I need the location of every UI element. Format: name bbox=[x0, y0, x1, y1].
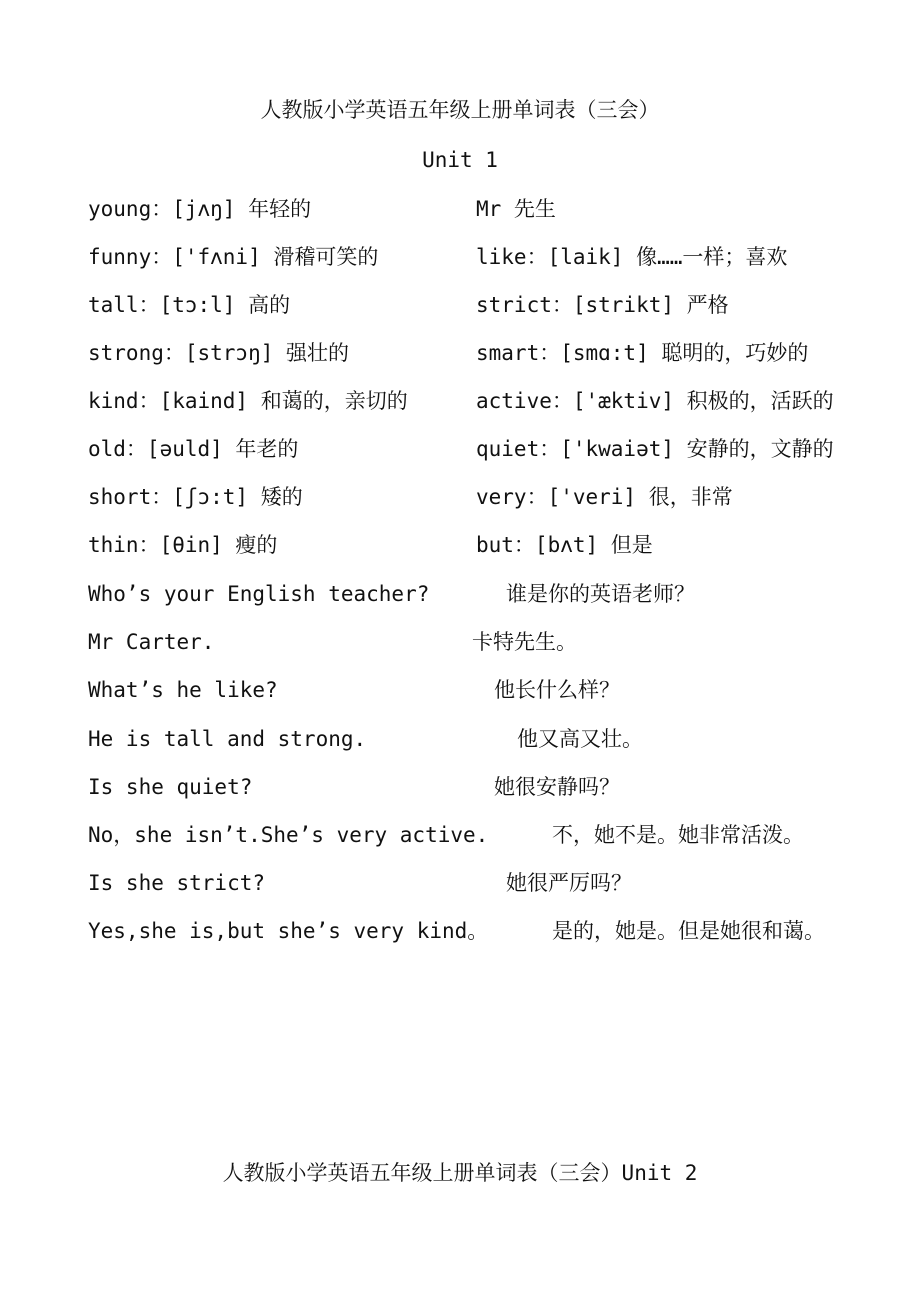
vocab-item: funny：['fʌni] 滑稽可笑的 bbox=[88, 245, 379, 269]
vocab-item: short：[ʃɔ:t] 矮的 bbox=[88, 485, 303, 509]
vocab-item: kind：[kaind] 和蔼的，亲切的 bbox=[88, 389, 408, 413]
sentence-chinese: 她很安静吗？ bbox=[494, 775, 620, 799]
next-unit-heading: 人教版小学英语五年级上册单词表（三会）Unit 2 bbox=[222, 1161, 698, 1185]
vocab-item: smart：[smɑ:t] 聪明的，巧妙的 bbox=[476, 341, 809, 365]
sentence-english: Mr Carter. bbox=[88, 630, 215, 654]
vocab-item: young：[jʌŋ] 年轻的 bbox=[88, 197, 312, 221]
sentence-chinese: 不，她不是。她非常活泼。 bbox=[552, 823, 804, 847]
vocab-item: like：[laik] 像……一样；喜欢 bbox=[476, 245, 788, 269]
sentence-english: Is she strict? bbox=[88, 871, 266, 895]
vocab-item: active：['æktiv] 积极的，活跃的 bbox=[476, 389, 834, 413]
sentence-chinese: 他长什么样？ bbox=[494, 678, 620, 702]
unit-heading: Unit 1 bbox=[422, 148, 498, 172]
vocab-item: thin：[θin] 瘦的 bbox=[88, 533, 278, 557]
sentence-chinese: 卡特先生。 bbox=[472, 630, 577, 654]
vocab-item: strict：[strikt] 严格 bbox=[476, 293, 729, 317]
vocab-item: strong：[strɔŋ] 强壮的 bbox=[88, 341, 350, 365]
vocab-item: Mr 先生 bbox=[476, 197, 556, 221]
vocab-item: quiet：['kwaiət] 安静的，文静的 bbox=[476, 437, 834, 461]
sentence-chinese: 谁是你的英语老师？ bbox=[506, 582, 695, 606]
sentence-chinese: 是的，她是。但是她很和蔼。 bbox=[552, 919, 825, 943]
sentence-english: What’s he like? bbox=[88, 678, 278, 702]
vocab-item: but：[bʌt] 但是 bbox=[476, 533, 653, 557]
vocab-item: very：['veri] 很，非常 bbox=[476, 485, 733, 509]
document-title: 人教版小学英语五年级上册单词表（三会） bbox=[260, 98, 660, 122]
sentence-english: Who’s your English teacher? bbox=[88, 582, 430, 606]
sentence-english: No，she isn’t.She’s very active. bbox=[88, 823, 489, 847]
sentence-chinese: 她很严厉吗？ bbox=[506, 871, 632, 895]
vocab-item: tall：[tɔ:l] 高的 bbox=[88, 293, 291, 317]
sentence-english: He is tall and strong. bbox=[88, 727, 367, 751]
sentence-english: Yes,she is,but she’s very kind。 bbox=[88, 919, 489, 943]
vocab-item: old：[əuld] 年老的 bbox=[88, 437, 299, 461]
sentence-chinese: 他又高又壮。 bbox=[517, 727, 643, 751]
sentence-english: Is she quiet? bbox=[88, 775, 253, 799]
